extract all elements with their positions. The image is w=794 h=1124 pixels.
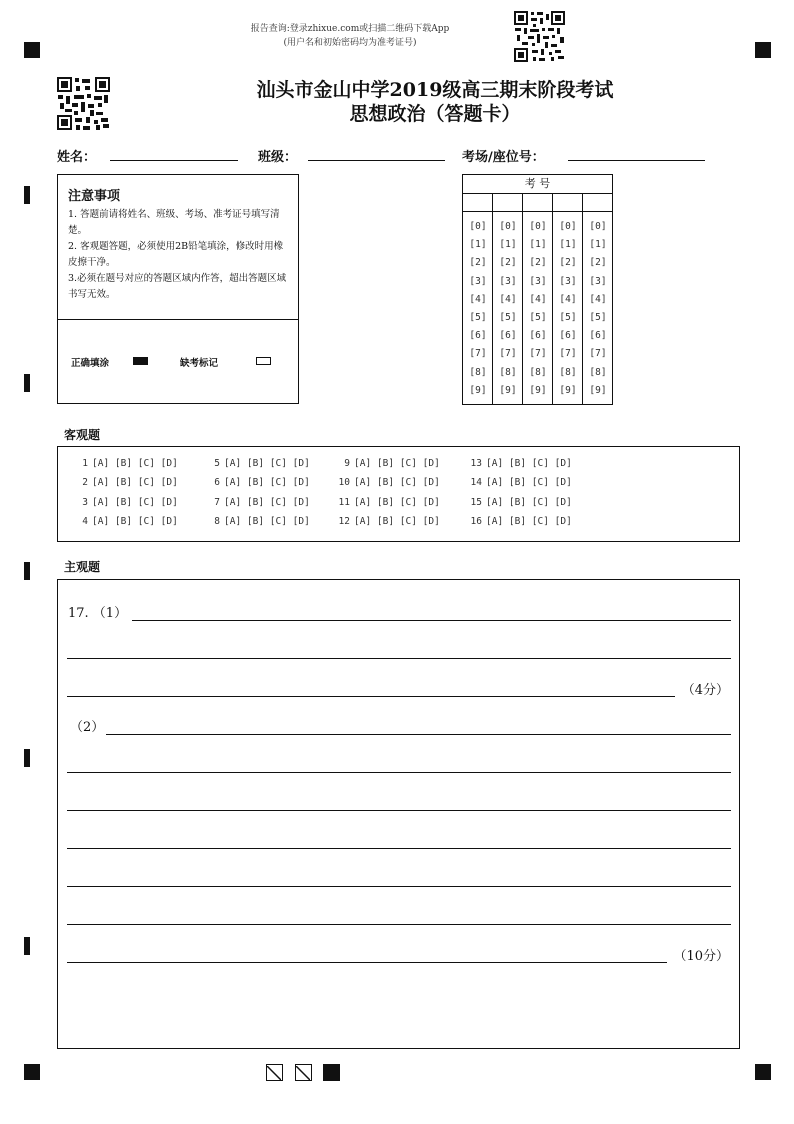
question-number: 16 <box>470 515 482 527</box>
answer-line[interactable] <box>67 810 731 811</box>
exam-title-line2: 思想政治（答题卡） <box>349 103 521 125</box>
corner-mark-top-right <box>755 42 771 58</box>
exam-number-bubble[interactable]: [6] <box>499 330 517 342</box>
objective-question-row <box>468 516 572 527</box>
absent-mark-label: 缺考标记 <box>180 358 219 369</box>
exam-number-bubble[interactable]: [8] <box>589 366 607 378</box>
objective-question-row <box>468 458 572 469</box>
exam-number-bubble[interactable]: [4] <box>469 293 487 305</box>
answer-options[interactable]: [A] [B] [C] [D] <box>224 458 310 469</box>
class-field[interactable] <box>308 160 445 161</box>
instructions-box <box>57 174 299 404</box>
question-17-part1-label: 17. （1） <box>68 606 128 621</box>
question-number: 9 <box>344 458 350 469</box>
question-number: 8 <box>214 515 220 527</box>
exam-number-bubble[interactable]: [6] <box>559 330 577 342</box>
answer-line[interactable] <box>67 696 675 697</box>
answer-line[interactable] <box>67 848 731 849</box>
exam-number-bubble[interactable]: [8] <box>559 366 577 378</box>
instruction-item: 2. 客观题答题，必须使用2B铅笔填涂，修改时用橡皮擦干净。 <box>68 241 284 268</box>
answer-line[interactable] <box>67 962 667 963</box>
objective-question-row <box>206 458 310 469</box>
exam-number-bubble[interactable]: [2] <box>559 257 577 269</box>
exam-number-bubble[interactable]: [1] <box>529 239 547 251</box>
corner-mark-top-left <box>24 42 40 58</box>
timing-mark <box>24 562 30 580</box>
exam-number-grid <box>462 174 613 405</box>
exam-number-bubble[interactable]: [5] <box>529 312 547 323</box>
exam-number-write-row[interactable] <box>463 193 612 212</box>
question-number: 12 <box>338 515 350 527</box>
exam-number-bubble[interactable]: [3] <box>589 275 607 287</box>
exam-number-bubble[interactable]: [4] <box>529 293 547 305</box>
instructions-list <box>68 207 290 303</box>
answer-line[interactable] <box>67 658 731 659</box>
answer-options[interactable]: [A] [B] [C] [D] <box>354 477 440 489</box>
answer-line[interactable] <box>106 734 731 735</box>
credentials-note: (用户名和初始密码均为准考证号) <box>283 38 417 48</box>
exam-number-bubble[interactable]: [6] <box>589 330 607 342</box>
objective-answer-area <box>57 446 740 542</box>
objective-question-row <box>336 497 440 508</box>
exam-number-bubble[interactable]: [9] <box>589 384 607 396</box>
exam-number-bubble[interactable]: [7] <box>499 348 517 360</box>
answer-line[interactable] <box>67 772 731 773</box>
answer-options[interactable]: [A] [B] [C] [D] <box>92 515 178 527</box>
answer-line[interactable] <box>67 886 731 887</box>
instruction-item: 3.必须在题号对应的答题区域内作答，超出答题区域书写无效。 <box>68 273 287 300</box>
objective-question-row <box>336 516 440 527</box>
room-seat-field[interactable] <box>568 160 705 161</box>
exam-number-bubble[interactable]: [1] <box>499 239 517 251</box>
exam-number-bubble[interactable]: [1] <box>559 239 577 251</box>
question-number: 14 <box>470 477 482 489</box>
timing-mark <box>24 374 30 392</box>
question-17-part1-score: （4分） <box>681 683 729 698</box>
question-number: 10 <box>338 477 350 489</box>
exam-number-bubble[interactable]: [0] <box>469 221 487 232</box>
exam-number-bubble[interactable]: [6] <box>529 330 547 342</box>
instruction-item: 1. 答题前请将姓名、班级、考场、准考证号填写清楚。 <box>68 209 280 236</box>
exam-number-bubble[interactable]: [8] <box>499 366 517 378</box>
objective-question-row <box>336 477 440 488</box>
timing-mark <box>24 186 30 204</box>
objective-question-row <box>74 477 178 488</box>
instructions-title: 注意事项 <box>68 189 121 204</box>
absent-mark-checkbox[interactable] <box>256 357 271 365</box>
name-label: 姓名： <box>57 150 97 165</box>
exam-number-bubble[interactable]: [2] <box>469 257 487 269</box>
answer-line[interactable] <box>67 924 731 925</box>
question-number: 5 <box>214 458 220 469</box>
answer-options[interactable]: [A] [B] [C] [D] <box>486 515 572 527</box>
exam-number-bubble[interactable]: [5] <box>559 312 577 323</box>
exam-number-bubble[interactable]: [7] <box>469 348 487 360</box>
answer-options[interactable]: [A] [B] [C] [D] <box>486 477 572 489</box>
objective-question-row <box>206 497 310 508</box>
exam-number-bubble[interactable]: [7] <box>589 348 607 360</box>
report-query-note <box>210 22 490 50</box>
question-number: 11 <box>338 496 350 508</box>
exam-title <box>180 78 690 126</box>
exam-number-bubble[interactable]: [9] <box>499 384 517 396</box>
exam-number-bubble[interactable]: [8] <box>529 366 547 378</box>
objective-question-row <box>336 458 440 469</box>
question-number: 15 <box>470 496 482 508</box>
answer-options[interactable]: [A] [B] [C] [D] <box>224 515 310 527</box>
subjective-answer-area <box>57 579 740 1049</box>
answer-options[interactable]: [A] [B] [C] [D] <box>354 458 440 469</box>
page-marker-slash <box>266 1064 283 1081</box>
objective-section-label: 客观题 <box>64 428 101 442</box>
timing-mark <box>24 749 30 767</box>
exam-number-bubble[interactable]: [9] <box>559 384 577 396</box>
exam-number-bubble[interactable]: [8] <box>469 366 487 378</box>
objective-question-row <box>74 516 178 527</box>
answer-options[interactable]: [A] [B] [C] [D] <box>354 496 440 508</box>
exam-number-bubble[interactable]: [3] <box>529 275 547 287</box>
exam-number-bubble[interactable]: [1] <box>589 239 607 251</box>
exam-number-bubble[interactable]: [5] <box>469 312 487 323</box>
answer-options[interactable]: [A] [B] [C] [D] <box>486 458 572 469</box>
objective-question-row <box>74 458 178 469</box>
report-query-line: 报告查询:登录zhixue.com或扫描二维码下载App <box>250 24 450 34</box>
exam-number-bubble[interactable]: [7] <box>559 348 577 360</box>
objective-question-row <box>74 497 178 508</box>
exam-title-line1: 汕头市金山中学2019级高三期末阶段考试 <box>256 79 614 101</box>
exam-number-bubble[interactable]: [0] <box>529 221 547 232</box>
exam-number-bubble[interactable]: [0] <box>499 221 517 232</box>
question-17-part2-label: （2） <box>70 720 105 735</box>
answer-options[interactable]: [A] [B] [C] [D] <box>92 477 178 489</box>
correct-fill-sample <box>133 357 148 365</box>
exam-number-bubble[interactable]: [5] <box>589 312 607 323</box>
exam-number-bubble[interactable]: [4] <box>499 293 517 305</box>
instructions-divider <box>58 319 298 320</box>
name-field[interactable] <box>110 160 238 161</box>
exam-number-bubble[interactable]: [4] <box>589 293 607 305</box>
exam-number-bubble[interactable]: [3] <box>469 275 487 287</box>
page-marker-slash <box>295 1064 312 1081</box>
subjective-section-label: 主观题 <box>64 560 101 574</box>
answer-options[interactable]: [A] [B] [C] [D] <box>224 477 310 489</box>
question-number: 6 <box>214 477 220 489</box>
exam-number-bubble[interactable]: [2] <box>589 257 607 269</box>
exam-number-bubble[interactable]: [0] <box>559 221 577 232</box>
question-17-part2-score: （10分） <box>673 949 729 964</box>
question-number: 2 <box>82 477 88 489</box>
timing-mark <box>24 937 30 955</box>
exam-number-bubble[interactable]: [9] <box>529 384 547 396</box>
objective-question-row <box>206 477 310 488</box>
exam-number-bubble[interactable]: [3] <box>559 275 577 287</box>
answer-options[interactable]: [A] [B] [C] [D] <box>92 458 178 469</box>
answer-options[interactable]: [A] [B] [C] [D] <box>354 515 440 527</box>
exam-number-bubble[interactable]: [1] <box>469 239 487 251</box>
question-number: 7 <box>214 496 220 508</box>
exam-number-bubble[interactable]: [9] <box>469 384 487 396</box>
student-qr-code <box>56 76 111 131</box>
exam-number-bubble[interactable]: [6] <box>469 330 487 342</box>
exam-number-bubble[interactable]: [2] <box>499 257 517 269</box>
answer-options[interactable]: [A] [B] [C] [D] <box>224 496 310 508</box>
correct-fill-label: 正确填涂 <box>71 358 110 369</box>
corner-mark-bottom-left <box>24 1064 40 1080</box>
exam-number-bubble[interactable]: [2] <box>529 257 547 269</box>
answer-options[interactable]: [A] [B] [C] [D] <box>92 496 178 508</box>
exam-number-bubble[interactable]: [0] <box>589 221 607 232</box>
exam-number-bubble[interactable]: [7] <box>529 348 547 360</box>
objective-question-row <box>206 516 310 527</box>
exam-number-bubble[interactable]: [5] <box>499 312 517 323</box>
room-seat-label: 考场/座位号： <box>462 150 545 165</box>
exam-number-bubble[interactable]: [4] <box>559 293 577 305</box>
class-label: 班级： <box>258 150 298 165</box>
question-number: 3 <box>82 496 88 508</box>
exam-number-bubble[interactable]: [3] <box>499 275 517 287</box>
answer-options[interactable]: [A] [B] [C] [D] <box>486 496 572 508</box>
page-marker-filled <box>323 1064 340 1081</box>
objective-question-row <box>468 497 572 508</box>
question-number: 1 <box>82 458 88 469</box>
objective-question-row <box>468 477 572 488</box>
exam-number-title: 考 号 <box>463 175 612 194</box>
question-number: 13 <box>470 458 482 469</box>
answer-line[interactable] <box>132 620 731 621</box>
download-app-qr-code <box>513 10 566 63</box>
question-number: 4 <box>82 515 88 527</box>
corner-mark-bottom-right <box>755 1064 771 1080</box>
